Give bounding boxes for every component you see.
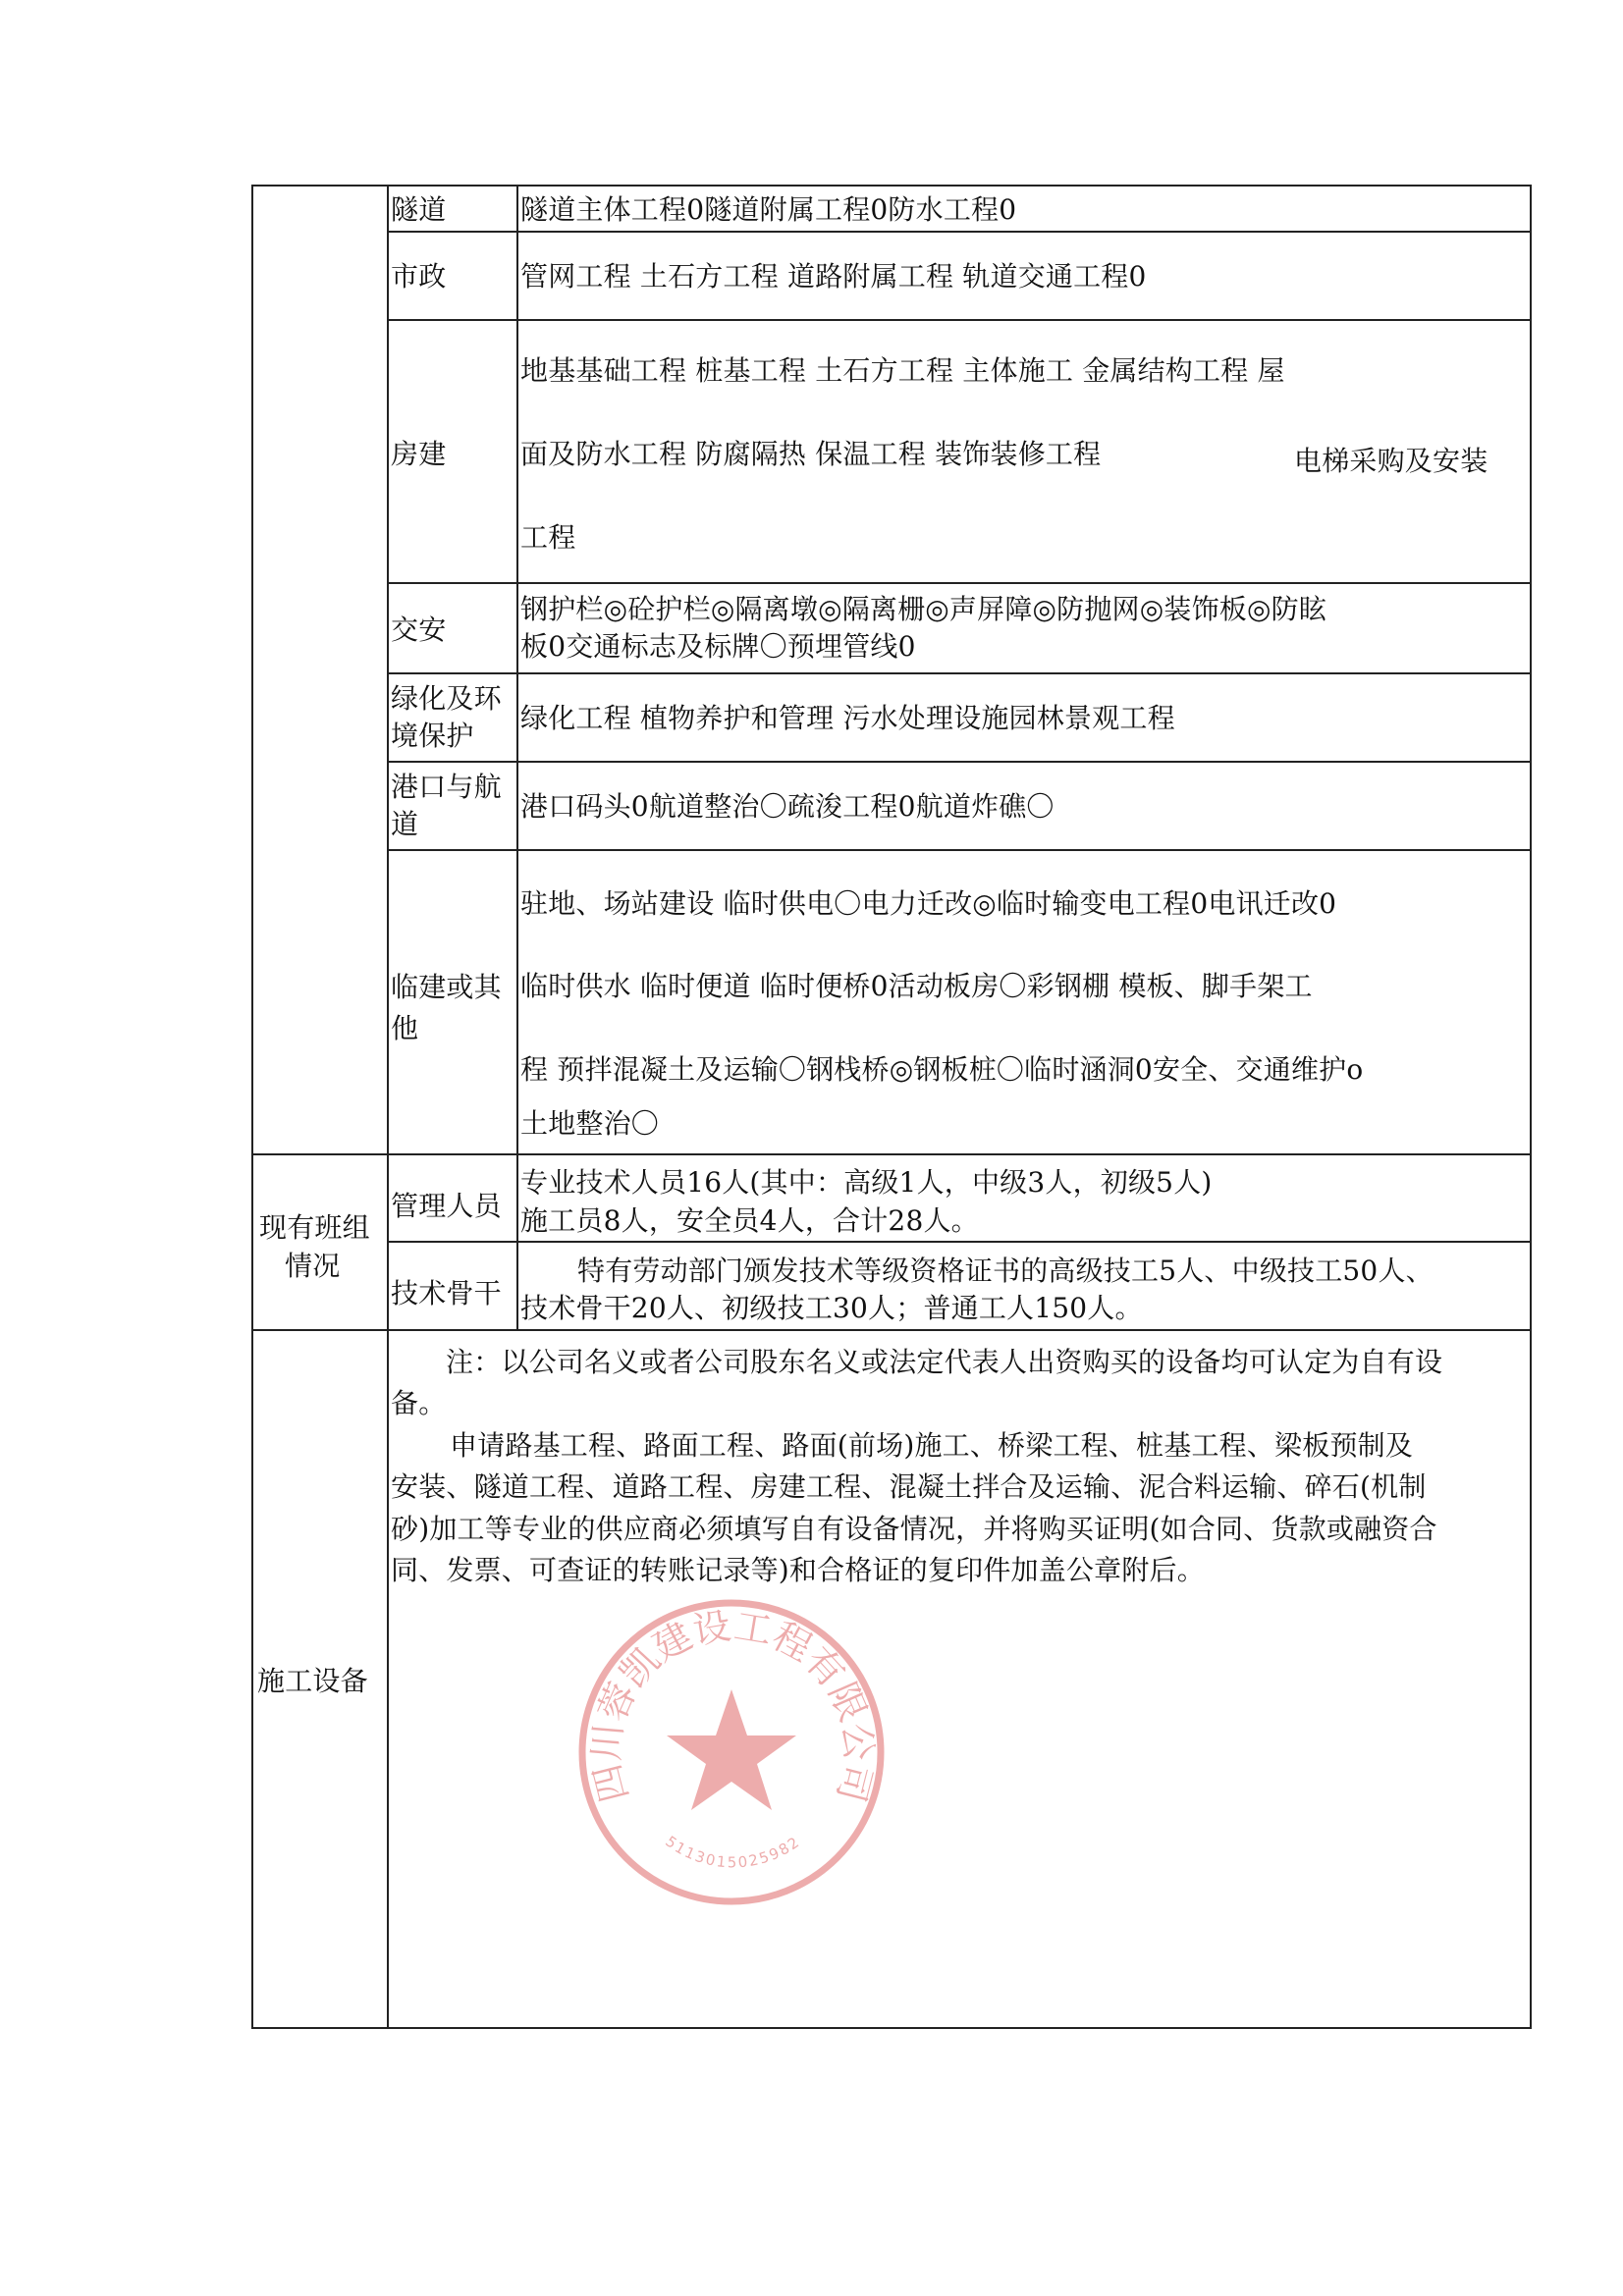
- row-content-temp-line4: 土地整治〇: [520, 1107, 660, 1140]
- row-label-green-2: 境保护: [391, 720, 474, 752]
- row-label-building: 房建: [391, 438, 447, 470]
- row-label-tunnel: 隧道: [391, 193, 447, 226]
- row-content-temp-line2: 临时供水 临时便道 临时便桥0活动板房〇彩钢棚 模板、脚手架工: [520, 970, 1313, 1002]
- row-divider: [387, 319, 1532, 321]
- row-label-port-2: 道: [391, 808, 419, 840]
- row-content-building-line1: 地基基础工程 桩基工程 土石方工程 主体施工 金属结构工程 屋: [520, 354, 1285, 387]
- technical-line1: 特有劳动部门颁发技术等级资格证书的高级技工5人、中级技工50人、: [577, 1255, 1434, 1287]
- equipment-para-line1: 申请路基工程、路面工程、路面(前场)施工、桥梁工程、桩基工程、梁板预制及: [450, 1429, 1414, 1462]
- row-label-green-1: 绿化及环: [391, 682, 502, 715]
- equipment-para-line3: 砂)加工等专业的供应商必须填写自有设备情况，并将购买证明(如合同、货款或融资合: [391, 1513, 1437, 1545]
- row-divider: [387, 672, 1532, 674]
- row-content-municipal: 管网工程 土石方工程 道路附属工程 轨道交通工程0: [520, 260, 1147, 293]
- row-content-temp-line3: 程 预拌混凝土及运输〇钢栈桥◎钢板桩〇临时涵洞0安全、交通维护o: [520, 1053, 1364, 1086]
- equipment-note-line2: 备。: [391, 1387, 447, 1419]
- row-content-green: 绿化工程 植物养护和管理 污水处理设施园林景观工程: [520, 702, 1175, 734]
- management-line1: 专业技术人员16人(其中：高级1人，中级3人，初级5人): [520, 1166, 1213, 1199]
- team-label-2: 情况: [285, 1250, 341, 1282]
- table-right-border: [1530, 185, 1532, 2028]
- company-seal: [574, 1595, 889, 1909]
- row-content-building-line2: 面及防水工程 防腐隔热 保温工程 装饰装修工程: [520, 438, 1102, 470]
- seal-company-text: 四川蓉凯建设工程有限公司: [583, 1603, 882, 1807]
- seal-code-text: 5113015025982: [662, 1832, 804, 1872]
- row-content-building-line3: 工程: [520, 521, 576, 554]
- row-content-traffic-line2: 板0交通标志及标牌〇预埋管线0: [520, 630, 916, 663]
- row-divider: [387, 582, 1532, 584]
- equipment-label: 施工设备: [257, 1665, 368, 1697]
- management-label: 管理人员: [391, 1190, 502, 1222]
- technical-label: 技术骨干: [391, 1277, 502, 1309]
- row-label-port-1: 港口与航: [391, 771, 502, 803]
- row-label-traffic: 交安: [391, 614, 447, 646]
- row-divider: [387, 849, 1532, 851]
- technical-line2: 技术骨干20人、初级技工30人；普通工人150人。: [520, 1292, 1143, 1324]
- row-content-port: 港口码头0航道整治〇疏浚工程0航道炸礁〇: [520, 790, 1055, 823]
- management-line2: 施工员8人，安全员4人，合计28人。: [520, 1204, 979, 1237]
- equipment-para-line2: 安装、隧道工程、道路工程、房建工程、混凝土拌合及运输、泥合料运输、碎石(机制: [391, 1470, 1427, 1503]
- row-label-municipal: 市政: [391, 260, 447, 293]
- equipment-para-line4: 同、发票、可查证的转账记录等)和合格证的复印件加盖公章附后。: [391, 1554, 1205, 1586]
- column-divider-1: [387, 185, 389, 2028]
- section-divider: [251, 1329, 1532, 1331]
- seal-star-icon: [667, 1689, 796, 1810]
- section-divider: [251, 1153, 1532, 1155]
- table-top-border: [251, 185, 1532, 187]
- table-bottom-border: [251, 2027, 1532, 2029]
- row-content-traffic-line1: 钢护栏◎砼护栏◎隔离墩◎隔离栅◎声屏障◎防抛网◎装饰板◎防眩: [520, 593, 1327, 625]
- row-divider: [387, 761, 1532, 763]
- row-label-temp-1: 临建或其: [391, 971, 502, 1003]
- column-divider-2: [516, 185, 518, 1329]
- row-content-tunnel: 隧道主体工程0隧道附属工程0防水工程0: [520, 193, 1017, 226]
- table-left-border: [251, 185, 253, 2028]
- row-divider: [387, 1241, 1532, 1243]
- row-content-temp-line1: 驻地、场站建设 临时供电〇电力迁改◎临时输变电工程0电讯迁改0: [520, 887, 1337, 920]
- row-content-building-line2-right: 电梯采购及安装: [1294, 445, 1488, 477]
- equipment-note-line1: 注：以公司名义或者公司股东名义或法定代表人出资购买的设备均可认定为自有设: [446, 1346, 1443, 1378]
- row-label-temp-2: 他: [391, 1012, 419, 1044]
- team-label-1: 现有班组: [259, 1211, 370, 1244]
- row-divider: [387, 231, 1532, 233]
